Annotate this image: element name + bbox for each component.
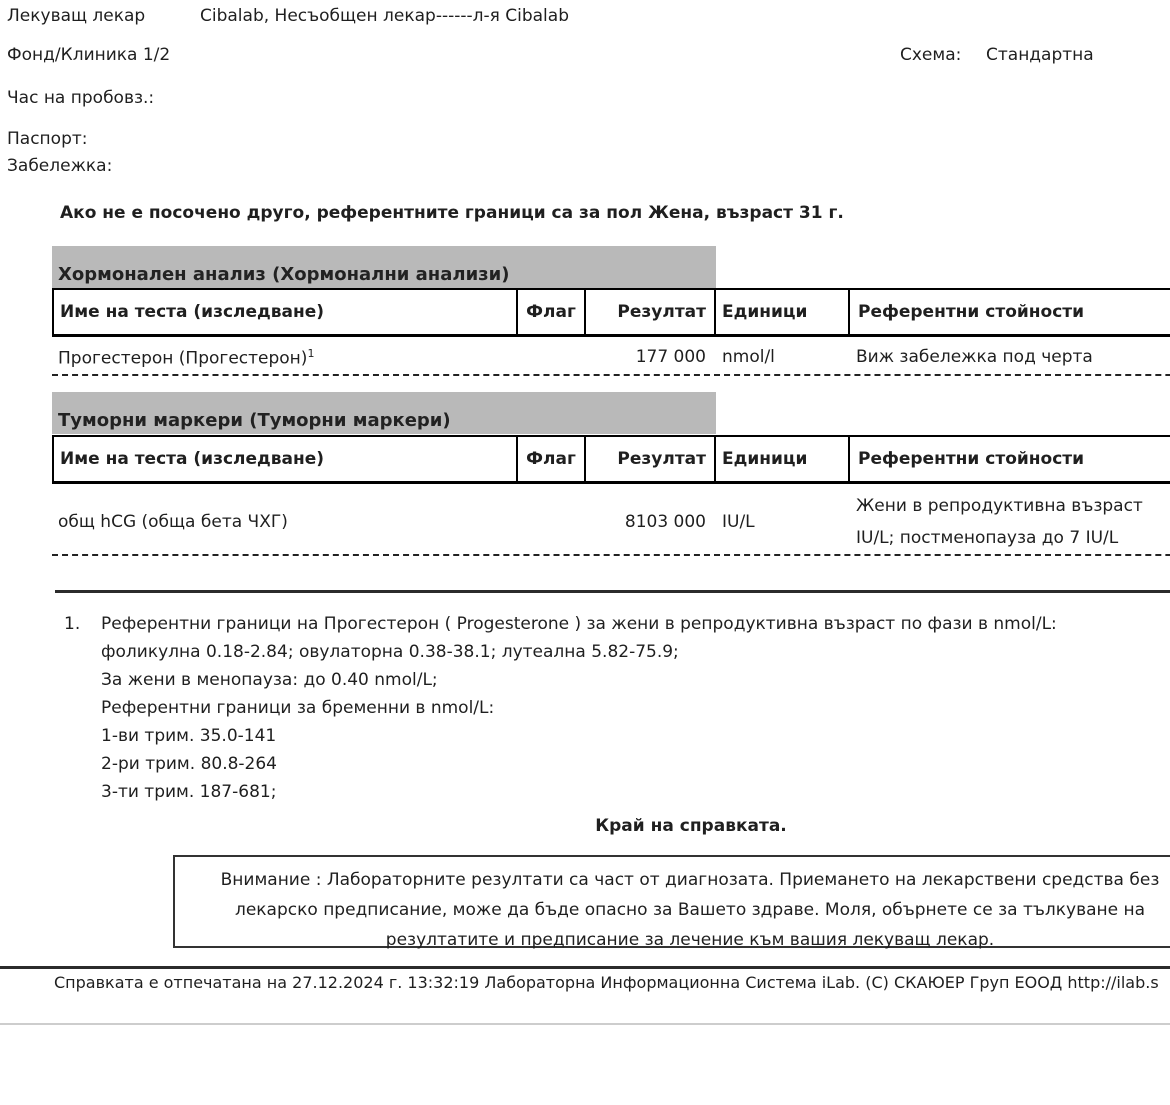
col-header-flag: Флаг — [516, 290, 584, 334]
col-header-units: Единици — [714, 290, 848, 334]
test-result: 177 000 — [635, 347, 706, 367]
note-label: Забележка: — [7, 156, 113, 176]
end-of-report-text: Край на справката. — [595, 816, 787, 836]
footnote-line: фоликулна 0.18-2.84; овулаторна 0.38-38.1; лутеална 5.82-75.9; — [101, 642, 679, 662]
scheme-value: Стандартна — [986, 45, 1094, 65]
footnote-line: Референтни граници за бременни в nmol/L: — [101, 698, 495, 718]
table-header-tumor-markers — [52, 435, 1170, 484]
physician-value: Cibalab, Несъобщен лекар------л-я Cibalab — [200, 6, 569, 26]
warning-line: лекарско предписание, може да бъде опасно за Вашето здраве. Моля, обърнете се за тълкуване на — [234, 900, 1146, 920]
test-reference-line1: Жени в репродуктивна възраст — [856, 496, 1143, 516]
footnote-line: 1-ви трим. 35.0-141 — [101, 726, 277, 746]
page-bottom-rule — [0, 1023, 1170, 1025]
warning-box — [173, 855, 1170, 948]
footnote-separator-rule — [55, 590, 1170, 593]
footnote-number: 1. — [64, 614, 81, 634]
footnote-line: 3-ти трим. 187-681; — [101, 782, 277, 802]
test-reference: Виж забележка под черта — [856, 347, 1093, 367]
col-header-result: Резултат — [584, 290, 714, 334]
footnote-line: За жени в менопауза: до 0.40 nmol/L; — [101, 670, 438, 690]
row-divider-dotted — [52, 554, 1170, 556]
col-header-reference: Референтни стойности — [848, 290, 1170, 334]
test-result: 8103 000 — [624, 512, 706, 532]
row-divider-dotted — [52, 374, 1170, 376]
sample-time-label: Час на пробовз.: — [7, 88, 155, 108]
warning-line: Внимание : Лабораторните резултати са част от диагнозата. Приемането на лекарствени средства без — [220, 870, 1160, 890]
section-title: Хормонален анализ (Хормонални анализи) — [58, 264, 510, 285]
section-bar-tumor-markers — [52, 392, 716, 434]
physician-label: Лекуващ лекар — [7, 6, 146, 26]
section-bar-hormonal — [52, 246, 716, 288]
col-header-reference: Референтни стойности — [848, 437, 1170, 481]
col-header-name: Име на теста (изследване) — [60, 302, 325, 322]
footnote-body — [101, 610, 1057, 806]
scheme-label: Схема: — [900, 45, 962, 65]
fund-clinic-label: Фонд/Клиника 1/2 — [7, 45, 171, 65]
test-units: IU/L — [722, 512, 755, 532]
col-header-units: Единици — [714, 437, 848, 481]
footer-rule — [0, 966, 1170, 969]
section-title: Туморни маркери (Туморни маркери) — [58, 410, 451, 431]
footnote-line: 2-ри трим. 80.8-264 — [101, 754, 278, 774]
test-name-text: Прогестерон (Прогестерон) — [58, 348, 308, 369]
warning-line: резултатите и предписание за лечение към вашия лекуващ лекар. — [385, 930, 995, 950]
col-header-result: Резултат — [584, 437, 714, 481]
test-name-footnote-ref: 1 — [307, 347, 315, 360]
col-header-name: Име на теста (изследване) — [60, 449, 325, 469]
footnote — [64, 610, 1057, 806]
footer-printed-text: Справката е отпечатана на 27.12.2024 г. 13:32:19 Лабораторна Информационна Система iLab. (С) СКАЮЕР Груп ЕООД http://ilab.s — [54, 973, 1159, 992]
reference-notice: Ако не е посочено друго, референтните граници са за пол Жена, възраст 31 г. — [60, 203, 844, 223]
test-reference-line2: IU/L; постменопауза до 7 IU/L — [856, 528, 1119, 548]
table-header-hormonal — [52, 288, 1170, 337]
test-name: общ hCG (обща бета ЧХГ) — [58, 512, 288, 532]
footnote-line: Референтни граници на Прогестерон ( Progesterone ) за жени в репродуктивна възраст по фази в nmol/L: — [101, 614, 1057, 634]
passport-label: Паспорт: — [7, 129, 88, 149]
test-units: nmol/l — [722, 347, 775, 367]
test-name — [58, 347, 314, 369]
col-header-flag: Флаг — [516, 437, 584, 481]
